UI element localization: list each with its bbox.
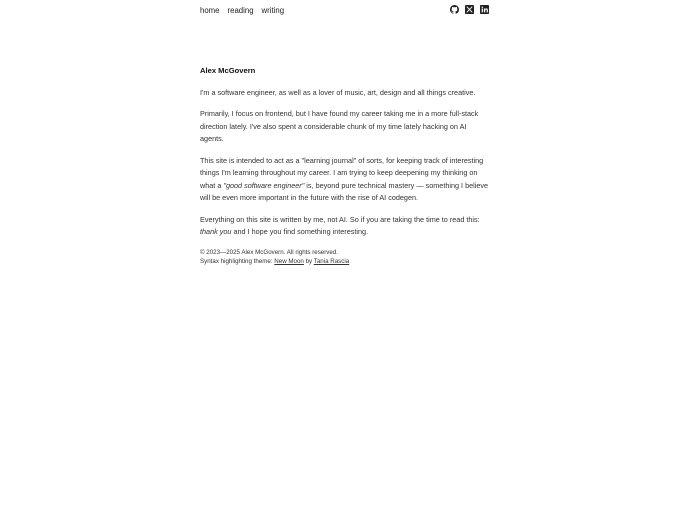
nav-link-reading[interactable]: reading (227, 6, 254, 15)
authorship-emphasis: thank you (200, 227, 232, 237)
authorship-paragraph (200, 214, 489, 239)
site-purpose-text-start: This site is intended to act as a "learning journal" of sorts, for keeping track of interesting things I'm learning throughout my career. I am trying to keep deepening my thinking on what a (200, 155, 484, 190)
syntax-theme-by: by (303, 258, 314, 266)
theme-author-link[interactable]: Tania Rascia (313, 258, 350, 266)
syntax-theme-prefix: Syntax highlighting theme: (200, 258, 275, 266)
nav-links (200, 6, 292, 15)
focus-paragraph: Primarily, I focus on frontend, but I have found my career taking me in a more full-stack direction lately. I've also spent a considerable chunk of my time lately hacking on AI agents. (200, 109, 479, 144)
author-name: Alex McGovern (200, 66, 256, 75)
main-content (200, 65, 489, 267)
authorship-text-end: and I hope you find something interesting. (231, 227, 369, 237)
github-icon (450, 5, 459, 14)
authorship-text-start: Everything on this site is written by me, not AI. So if you are taking the time to read this: (200, 214, 480, 224)
nav-link-writing[interactable]: writing (261, 6, 285, 15)
intro-paragraph: I'm a software engineer, as well as a lover of music, art, design and all things creative. (200, 87, 476, 97)
x-twitter-icon (465, 5, 474, 14)
github-link[interactable] (450, 5, 459, 14)
copyright-text: © 2023—2025 Alex McGovern. All rights reserved. (200, 248, 338, 256)
site-purpose-text-end: is, beyond pure technical mastery — something I believe will be even more important in the future with the rise of AI codegen. (200, 180, 489, 203)
social-icons (450, 5, 489, 14)
site-purpose-emphasis: "good software engineer" (223, 180, 305, 190)
syntax-theme-line (200, 257, 489, 266)
syntax-theme-link[interactable]: New Moon (274, 258, 304, 266)
nav-link-home[interactable]: home (200, 6, 220, 15)
linkedin-icon (480, 5, 489, 14)
top-nav (200, 5, 489, 17)
linkedin-link[interactable] (480, 5, 489, 14)
x-twitter-link[interactable] (465, 5, 474, 14)
site-purpose-paragraph (200, 155, 489, 205)
footer (200, 248, 489, 267)
